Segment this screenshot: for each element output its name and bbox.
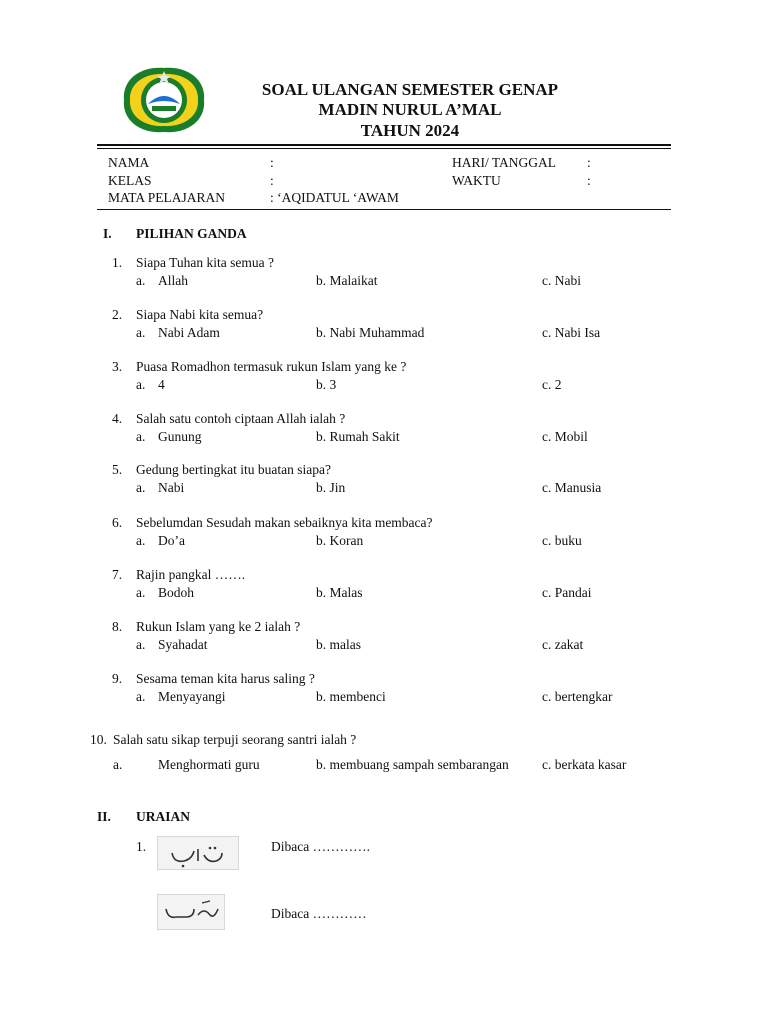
- question-3-text: Puasa Romadhon termasuk rukun Islam yang ke ?: [136, 359, 407, 374]
- question-3-option-b: b. 3: [316, 377, 337, 392]
- identity-rule: [97, 209, 671, 210]
- question-2-number: 2.: [112, 307, 123, 322]
- question-8-option-c: c. zakat: [542, 637, 584, 652]
- kelas-colon: :: [270, 173, 274, 188]
- question-2-option-a-letter: a.: [136, 325, 146, 340]
- question-10-option-c: c. berkata kasar: [542, 757, 627, 772]
- question-3-number: 3.: [112, 359, 123, 374]
- question-5-option-a: Nabi: [158, 480, 185, 495]
- header-rule-thick: [97, 144, 671, 146]
- question-2-option-c: c. Nabi Isa: [542, 325, 601, 340]
- school-logo: [118, 62, 210, 138]
- question-3-option-a-letter: a.: [136, 377, 146, 392]
- uraian-item-1-label: Dibaca ………….: [271, 839, 370, 854]
- question-1-number: 1.: [112, 255, 123, 270]
- question-10-option-a: Menghormati guru: [158, 757, 260, 772]
- question-8-option-a-letter: a.: [136, 637, 146, 652]
- question-4-option-b: b. Rumah Sakit: [316, 429, 400, 444]
- question-1-option-b: b. Malaikat: [316, 273, 378, 288]
- question-7-option-b: b. Malas: [316, 585, 363, 600]
- uraian-item-number: 1.: [136, 839, 147, 854]
- uraian-item-2-label: Dibaca …………: [271, 906, 367, 921]
- question-9-number: 9.: [112, 671, 123, 686]
- question-7-text: Rajin pangkal …….: [136, 567, 246, 582]
- question-8-option-b: b. malas: [316, 637, 361, 652]
- question-4-option-c: c. Mobil: [542, 429, 588, 444]
- question-1-text: Siapa Tuhan kita semua ?: [136, 255, 274, 270]
- question-6-option-b: b. Koran: [316, 533, 364, 548]
- question-6-option-a-letter: a.: [136, 533, 146, 548]
- question-9-text: Sesama teman kita harus saling ?: [136, 671, 315, 686]
- waktu-label: WAKTU: [452, 173, 501, 188]
- section1-title: PILIHAN GANDA: [136, 226, 247, 241]
- mapel-value: : ‘AQIDATUL ‘AWAM: [270, 190, 399, 205]
- question-5-option-a-letter: a.: [136, 480, 146, 495]
- question-3-option-a: 4: [158, 377, 165, 392]
- question-6-option-c: c. buku: [542, 533, 582, 548]
- question-6-text: Sebelumdan Sesudah makan sebaiknya kita membaca?: [136, 515, 433, 530]
- nama-label: NAMA: [108, 155, 150, 170]
- question-6-number: 6.: [112, 515, 123, 530]
- section1-numeral: I.: [103, 226, 112, 241]
- question-6-option-a: Do’a: [158, 533, 185, 548]
- question-8-text: Rukun Islam yang ke 2 ialah ?: [136, 619, 301, 634]
- question-9-option-c: c. bertengkar: [542, 689, 613, 704]
- question-2-option-a: Nabi Adam: [158, 325, 220, 340]
- question-7-number: 7.: [112, 567, 123, 582]
- exam-year: TAHUN 2024: [360, 121, 460, 140]
- question-7-option-a: Bodoh: [158, 585, 195, 600]
- section2-numeral: II.: [97, 809, 111, 824]
- exam-title: SOAL ULANGAN SEMESTER GENAP: [261, 80, 559, 99]
- question-1-option-a: Allah: [158, 273, 188, 288]
- question-5-option-b: b. Jin: [316, 480, 346, 495]
- question-2-text: Siapa Nabi kita semua?: [136, 307, 264, 322]
- question-5-number: 5.: [112, 462, 123, 477]
- section2-title: URAIAN: [136, 809, 190, 824]
- mapel-label: MATA PELAJARAN: [108, 190, 226, 205]
- question-4-option-a-letter: a.: [136, 429, 146, 444]
- waktu-colon: :: [587, 173, 591, 188]
- question-9-option-a: Menyayangi: [158, 689, 226, 704]
- question-8-number: 8.: [112, 619, 123, 634]
- question-9-option-b: b. membenci: [316, 689, 386, 704]
- hari-label: HARI/ TANGGAL: [452, 155, 557, 170]
- question-1-option-a-letter: a.: [136, 273, 146, 288]
- question-4-text: Salah satu contoh ciptaan Allah ialah ?: [136, 411, 346, 426]
- question-7-option-c: c. Pandai: [542, 585, 592, 600]
- question-5-option-c: c. Manusia: [542, 480, 602, 495]
- hari-colon: :: [587, 155, 591, 170]
- kelas-label: KELAS: [108, 173, 152, 188]
- arabic-letters-image-1: [157, 836, 239, 870]
- question-4-option-a: Gunung: [158, 429, 202, 444]
- question-10-number: 10.: [90, 732, 107, 747]
- question-3-option-c: c. 2: [542, 377, 562, 392]
- question-9-option-a-letter: a.: [136, 689, 146, 704]
- question-10-text: Salah satu sikap terpuji seorang santri ialah ?: [113, 732, 357, 747]
- question-10-option-a-letter: a.: [113, 757, 123, 772]
- question-10-option-b: b. membuang sampah sembarangan: [316, 757, 509, 772]
- school-name: MADIN NURUL A’MAL: [318, 100, 502, 119]
- question-7-option-a-letter: a.: [136, 585, 146, 600]
- arabic-letters-image-2: [157, 894, 225, 930]
- header-rule-thin: [97, 148, 671, 149]
- question-2-option-b: b. Nabi Muhammad: [316, 325, 425, 340]
- nama-colon: :: [270, 155, 274, 170]
- question-1-option-c: c. Nabi: [542, 273, 581, 288]
- question-4-number: 4.: [112, 411, 123, 426]
- question-8-option-a: Syahadat: [158, 637, 208, 652]
- question-5-text: Gedung bertingkat itu buatan siapa?: [136, 462, 331, 477]
